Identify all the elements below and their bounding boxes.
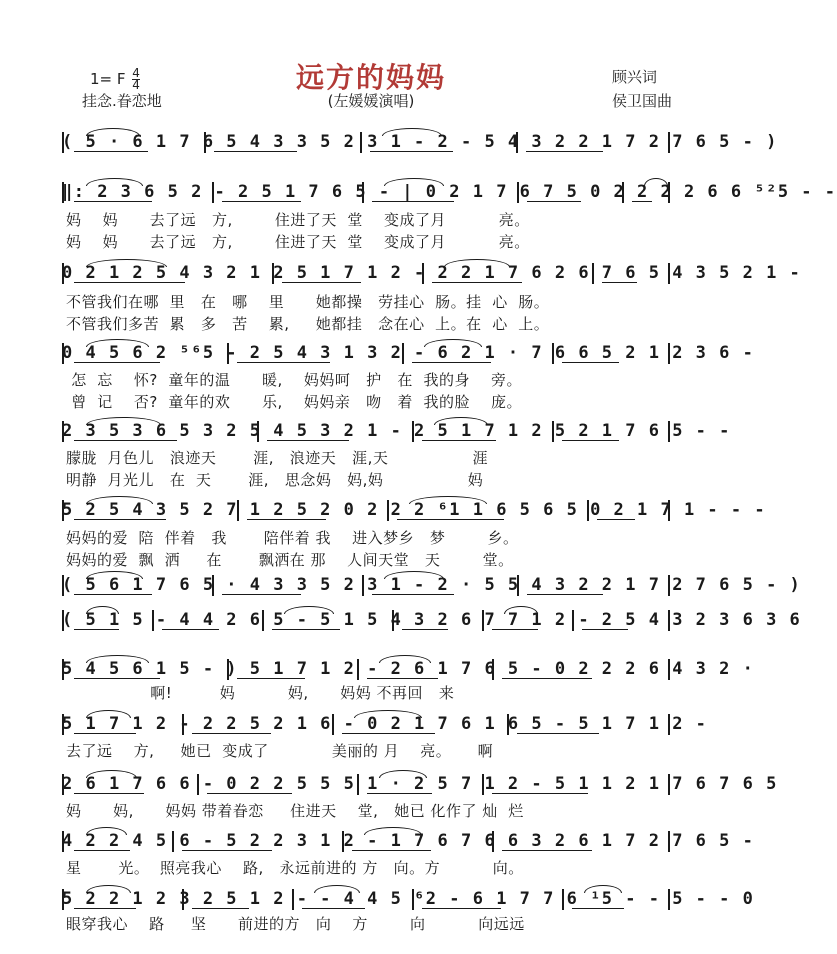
notation-row xyxy=(62,713,708,735)
notation-text: 4 2 2 4 5 6 - 5 2 2 3 1 2 - 1 7 6 7 6 6 3 2 6 1 7 2 7 6 5 - xyxy=(62,831,755,851)
notation-text: ( 5 6 1 7 6 5 · 4 3 3 5 2 3 1 - 2 · 5 5 4 3 2 2 1 7 2 7 6 5 - ) xyxy=(62,575,802,595)
notation-text: ‖: 2 3 6 5 2 - 2 5 1 7 6 5 - | 0 2 1 7 6 7 5 0 2 2 2 2 6 6 ⁵²5 - - xyxy=(62,182,837,202)
lyric-line: 啊! 妈 妈, 妈妈 不再回 来 xyxy=(66,684,455,702)
notation-text: 0 4 5 6 2 ⁵⁶5 - 2 5 4 3 1 3 2 - 6 2 1 · 7 6 6 5 2 1 2 3 6 - xyxy=(62,343,755,363)
notation-text: 5 2 2 1 2 3 2 5 1 2 - - 4 4 5 ⁶2 - 6 1 7 7 6 ¹5 - - 5 - - 0 xyxy=(62,889,755,909)
notation-row xyxy=(62,420,731,442)
key-label: 1= F xyxy=(90,70,126,88)
notation-row xyxy=(62,499,767,521)
notation-text: 0 2 1 2 5 4 3 2 1 2 5 1 7 1 2 - 2 2 1 7 6 2 6 7 6 5 4 3 5 2 1 - xyxy=(62,263,802,283)
lyric-line: 曾 记 否? 童年的欢 乐, 妈妈亲 吻 着 我的脸 庞。 xyxy=(66,393,523,411)
notation-row xyxy=(62,830,755,852)
lyric-line: 星 光。 照亮我心 路, 永远前进的 方 向。方 向。 xyxy=(66,859,524,877)
time-signature-top: 4 xyxy=(132,66,140,80)
notation-row xyxy=(62,658,755,680)
notation-row xyxy=(62,609,802,631)
lyric-line: 怎 忘 怀? 童年的温 暖, 妈妈呵 护 在 我的身 旁。 xyxy=(66,371,523,389)
key-signature xyxy=(90,68,140,91)
expression-mark: 挂念.眷恋地 xyxy=(82,92,162,110)
notation-text: 5 4 5 6 1 5 - ) 5 1 7 1 2 - 2 6 1 7 6 5 - 0 2 2 2 6 4 3 2 · xyxy=(62,659,755,679)
notation-row xyxy=(62,888,755,910)
notation-row xyxy=(62,574,802,596)
lyric-line: 不管我们多苦 累 多 苦 累, 她都挂 念在心 上。在 心 上。 xyxy=(66,315,550,333)
notation-row xyxy=(62,181,837,203)
lyricist-credit: 顾兴词 xyxy=(611,68,657,86)
composer-credit: 侯卫国曲 xyxy=(611,92,672,110)
time-signature-bottom: 4 xyxy=(132,78,140,92)
notation-text: ( 5 1 5 - 4 4 2 6 5 - 5 1 5 4 3 2 6 7 7 1 2 - 2 5 4 3 2 3 6 3 6 xyxy=(62,610,802,630)
notation-row xyxy=(62,773,778,795)
notation-row xyxy=(62,342,755,364)
notation-row xyxy=(62,262,802,284)
notation-text: ( 5 · 6 1 7 6 5 4 3 3 5 2 3 1 - 2 - 5 4 3 2 2 1 7 2 7 6 5 - ) xyxy=(62,132,778,152)
lyric-line: 不管我们在哪 里 在 哪 里 她都操 劳挂心 肠。挂 心 肠。 xyxy=(66,293,550,311)
lyric-line: 妈妈的爱 飘 洒 在 飘洒在 那 人间天堂 天 堂。 xyxy=(66,551,514,569)
notation-row xyxy=(62,131,778,153)
lyric-line: 去了远 方, 她已 变成了 美丽的 月 亮。 啊 xyxy=(66,742,494,760)
lyric-line: 明静 月光儿 在 天 涯, 思念妈 妈,妈 妈 xyxy=(66,471,484,489)
lyric-line: 眼穿我心 路 坚 前进的方 向 方 向 向远远 xyxy=(66,915,525,933)
notation-text: 2 6 1 7 6 6 - 0 2 2 5 5 5 1 · 2 5 7 1 2 - 5 1 1 2 1 7 6 7 6 5 xyxy=(62,774,778,794)
singer-credit: (左媛媛演唱) xyxy=(327,92,415,110)
notation-text: 2 3 5 3 6 5 3 2 5 4 5 3 2 1 - 2 5 1 7 1 2 5 2 1 7 6 5 - - xyxy=(62,421,731,441)
lyric-line: 妈 妈 去了远 方, 住进了天 堂 变成了月 亮。 xyxy=(66,211,530,229)
notation-text: 5 2 5 4 3 5 2 7 1 2 5 2 0 2 2 2 ⁶1 1 6 5 6 5 0 2 1 7 1 - - - xyxy=(62,500,767,520)
song-title: 远方的妈妈 xyxy=(295,61,446,94)
notation-text: 5 1 7 1 2 - 2 2 5 2 1 6 - 0 2 1 7 6 1 6 5 - 5 1 7 1 2 - xyxy=(62,714,708,734)
lyric-line: 妈 妈, 妈妈 带着眷恋 住进天 堂, 她已 化作了 灿 烂 xyxy=(66,802,524,820)
lyric-line: 妈 妈 去了远 方, 住进了天 堂 变成了月 亮。 xyxy=(66,233,530,251)
lyric-line: 朦胧 月色儿 浪迹天 涯, 浪迹天 涯,天 涯 xyxy=(66,449,489,467)
time-signature xyxy=(132,68,140,91)
lyric-line: 妈妈的爱 陪 伴着 我 陪伴着 我 进入梦乡 梦 乡。 xyxy=(66,529,519,547)
